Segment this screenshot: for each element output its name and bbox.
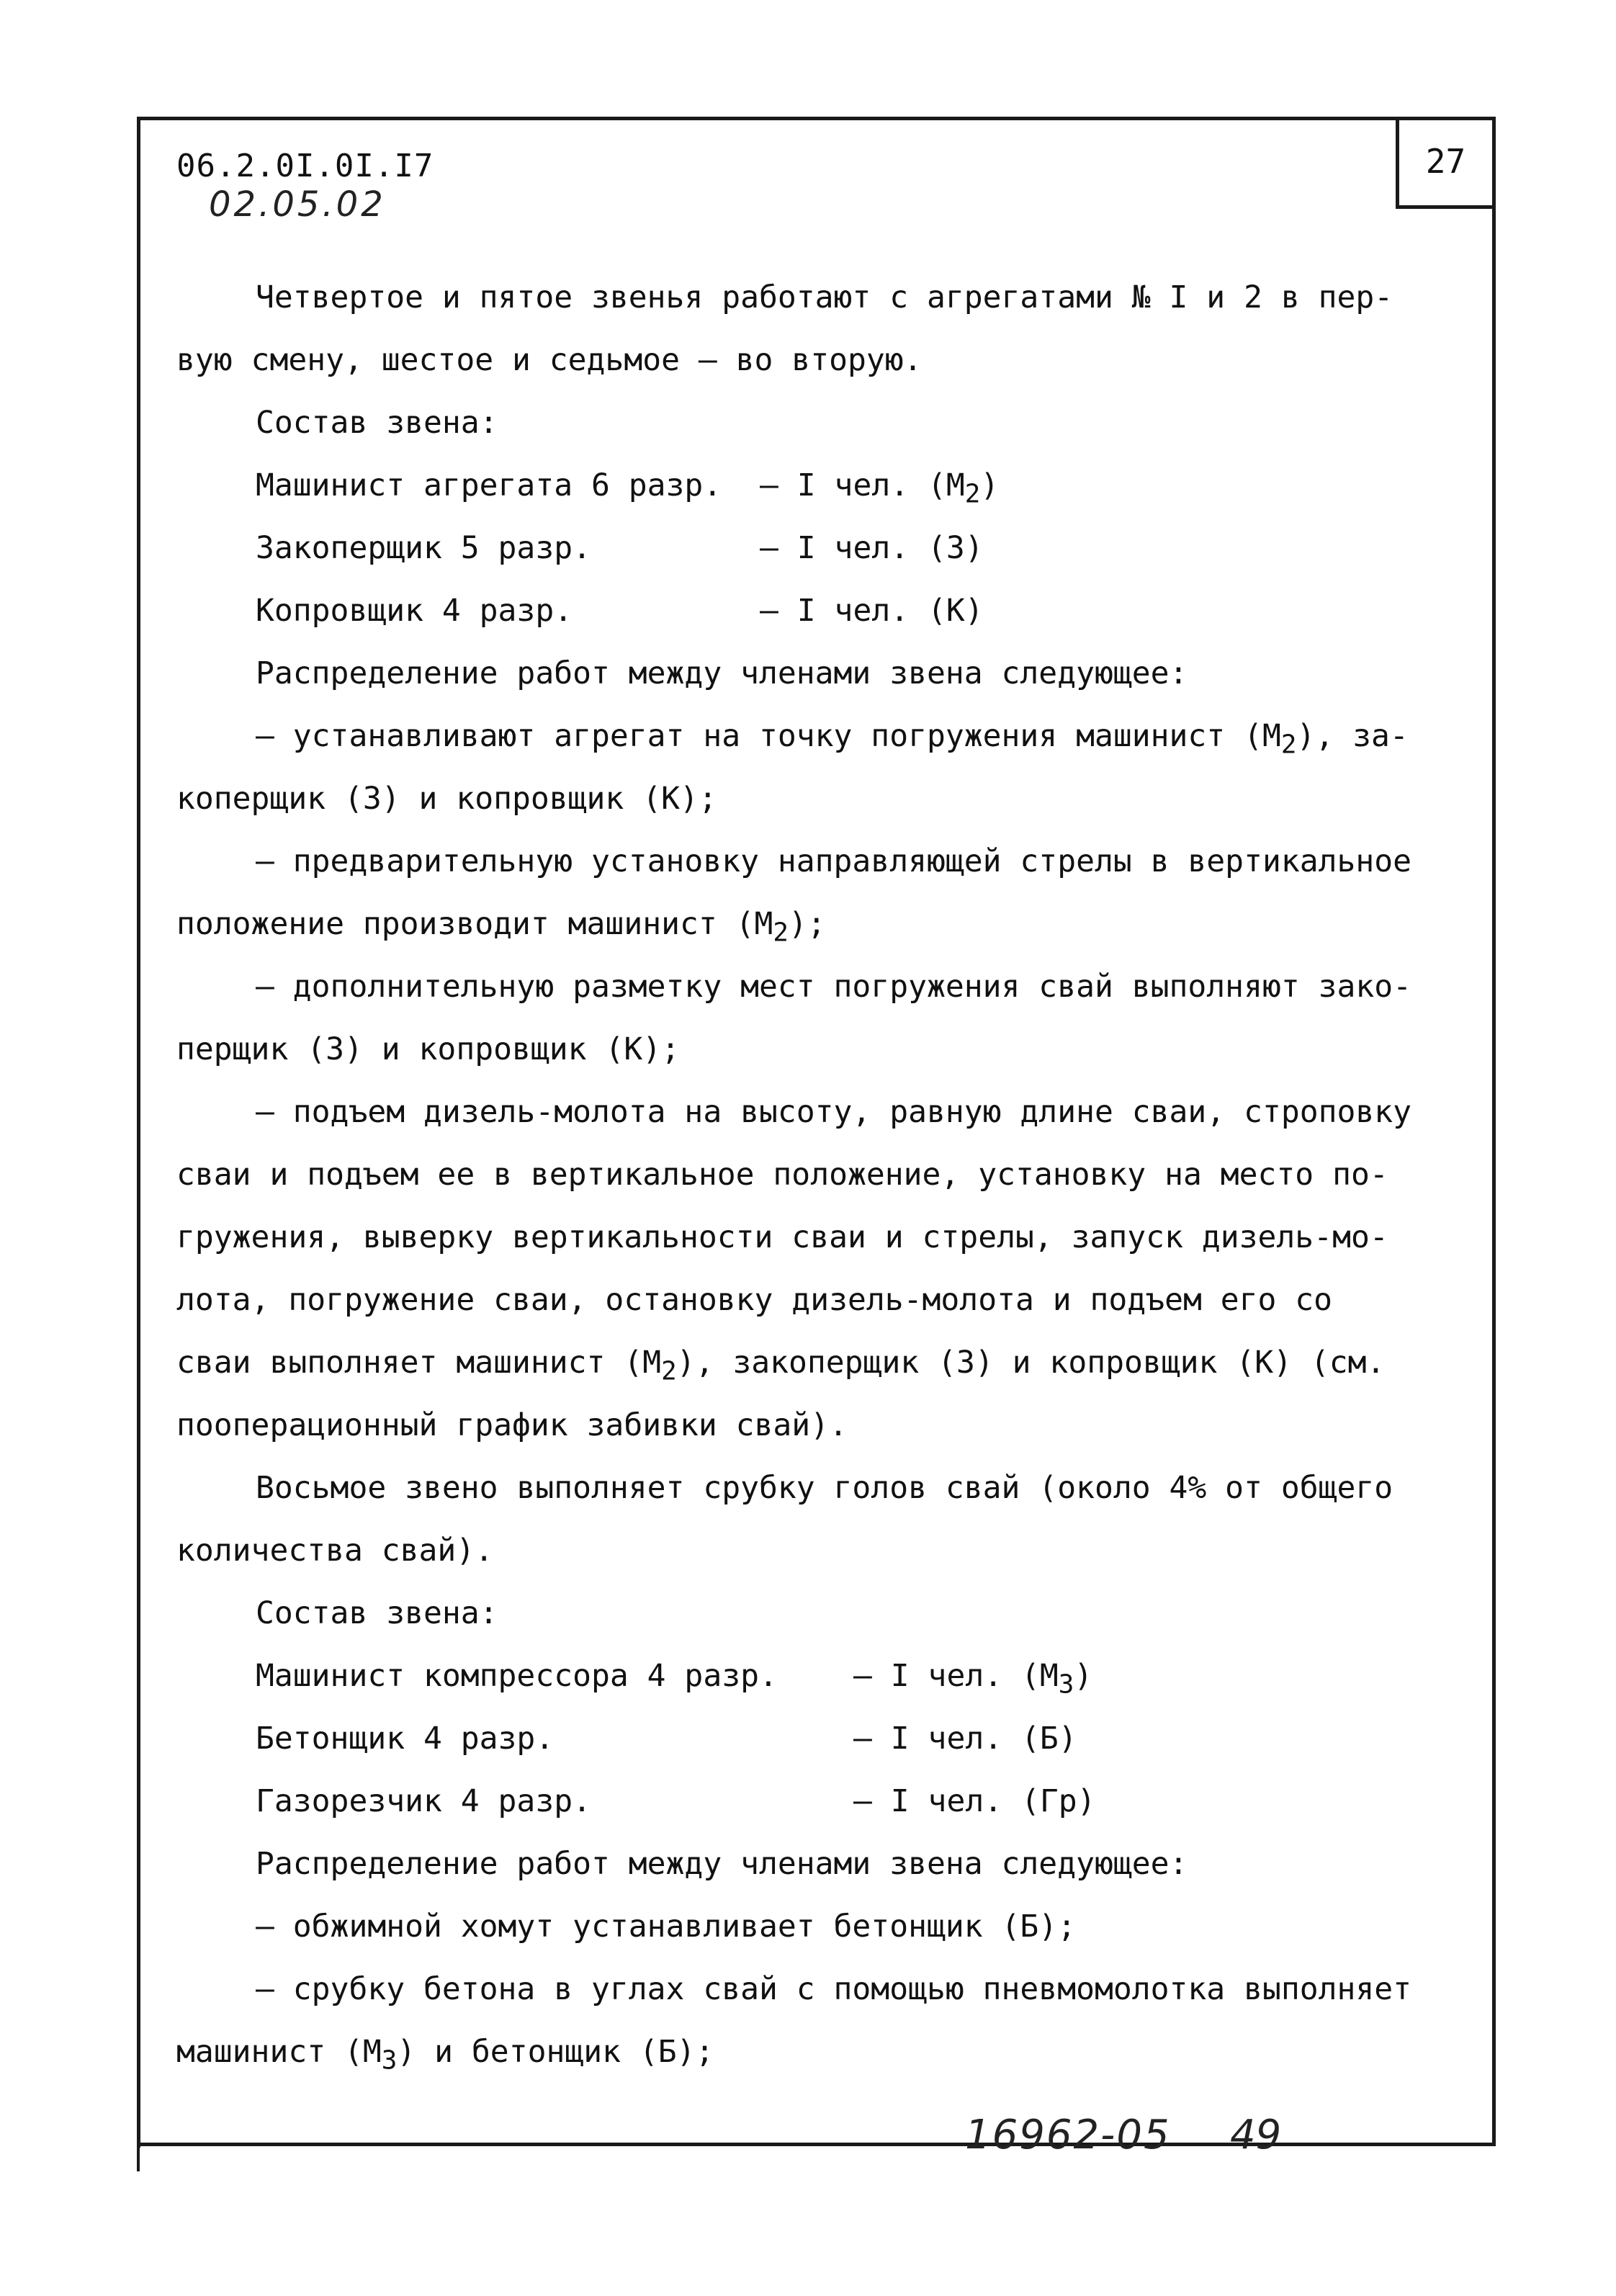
team-member-row <box>176 1708 1465 1770</box>
document-body <box>176 266 1465 2084</box>
member-role: Бетонщик 4 разр. <box>256 1721 555 1757</box>
team-heading: Состав звена: <box>256 405 498 441</box>
member-role: Машинист компрессора 4 разр. <box>256 1658 778 1694</box>
distribution-heading: Распределение работ между членами звена следующее: <box>256 655 1188 691</box>
paragraph-line: количества свай). <box>176 1533 494 1569</box>
member-code: $(М_3)$ <box>1021 1658 1093 1700</box>
member-count: – I чел. <box>853 1658 1003 1694</box>
member-code: (Б) <box>1021 1721 1077 1757</box>
paragraph-line: Восьмое звено выполняет срубку голов свай (около 4% от общего <box>256 1470 1393 1506</box>
list-item-line: – подъем дизель-молота на высоту, равную длине сваи, строповку <box>256 1094 1412 1130</box>
member-code: (З) <box>928 530 984 566</box>
list-item-line: – предварительную установку направляющей стрелы в вертикальное <box>256 843 1412 879</box>
list-item-line: сваи и подъем ее в вертикальное положение, установку на место по- <box>176 1157 1388 1193</box>
list-item-line: – срубку бетона в углах свай с помощью пневмомолотка выполняет <box>256 1971 1412 2007</box>
list-item-line: перщик (З) и копровщик (К); <box>176 1031 680 1067</box>
member-code: (К) <box>928 593 984 629</box>
team-member-row <box>176 580 1465 642</box>
member-count: – I чел. <box>760 593 910 629</box>
list-item-line: – обжимной хомут устанавливает бетонщик (Б); <box>256 1909 1077 1945</box>
team-heading: Состав звена: <box>256 1595 498 1631</box>
list-item-line: положение производит машинист $(М_2)$; <box>176 906 826 948</box>
frame-bottom-border <box>137 2143 1496 2146</box>
member-role: Копровщик 4 разр. <box>256 593 573 629</box>
list-item-line: сваи выполняет машинист $(М_2)$, закоперщик (З) и копровщик (К) (см. <box>176 1345 1386 1386</box>
distribution-heading: Распределение работ между членами звена следующее: <box>256 1846 1188 1882</box>
frame-top-border <box>137 117 1496 120</box>
team-member-row <box>176 517 1465 580</box>
list-item-line: – дополнительную разметку мест погружения свай выполняют зако- <box>256 969 1412 1005</box>
member-count: – I чел. <box>760 530 910 566</box>
frame-right-border <box>1492 117 1496 2144</box>
member-role: Газорезчик 4 разр. <box>256 1783 591 1819</box>
handwritten-date: 02.05.02 <box>209 184 386 225</box>
member-role: Закоперщик 5 разр. <box>256 530 591 566</box>
footer-sheet-number: 49 <box>1230 2112 1282 2158</box>
team-member-row <box>176 454 1465 517</box>
list-item-line: пооперационный график забивки свай). <box>176 1407 848 1443</box>
list-item-line: гружения, выверку вертикальности сваи и стрелы, запуск дизель-мо- <box>176 1219 1388 1255</box>
member-count: – I чел. <box>853 1721 1003 1757</box>
list-item-line: – устанавливают агрегат на точку погружения машинист $(М_2)$, за- <box>256 718 1409 760</box>
paragraph-line: Четвертое и пятое звенья работают с агрегатами № I и 2 в пер- <box>256 279 1393 315</box>
frame-corner-tick <box>137 2143 140 2171</box>
member-count: – I чел. <box>760 467 910 503</box>
footer-document-number: 16962-05 <box>965 2112 1171 2158</box>
list-item-line: лота, погружение сваи, остановку дизель-молота и подъем его со <box>176 1282 1333 1318</box>
list-item-line: коперщик (З) и копровщик (К); <box>176 781 717 817</box>
page-number: 27 <box>1425 141 1466 181</box>
team-member-row <box>176 1645 1465 1708</box>
member-code: $(М_2)$ <box>928 467 1000 509</box>
member-count: – I чел. <box>853 1783 1003 1819</box>
page-number-box <box>1396 117 1492 209</box>
member-code: (Гр) <box>1021 1783 1096 1819</box>
frame-left-border <box>137 117 140 2148</box>
paragraph-line: вую смену, шестое и седьмое – во вторую. <box>176 342 923 378</box>
list-item-line: машинист $(М_3)$ и бетонщик (Б); <box>176 2034 714 2076</box>
team-member-row <box>176 1770 1465 1833</box>
member-role: Машинист агрегата 6 разр. <box>256 467 722 503</box>
document-code: 06.2.0I.0I.I7 <box>176 148 434 184</box>
